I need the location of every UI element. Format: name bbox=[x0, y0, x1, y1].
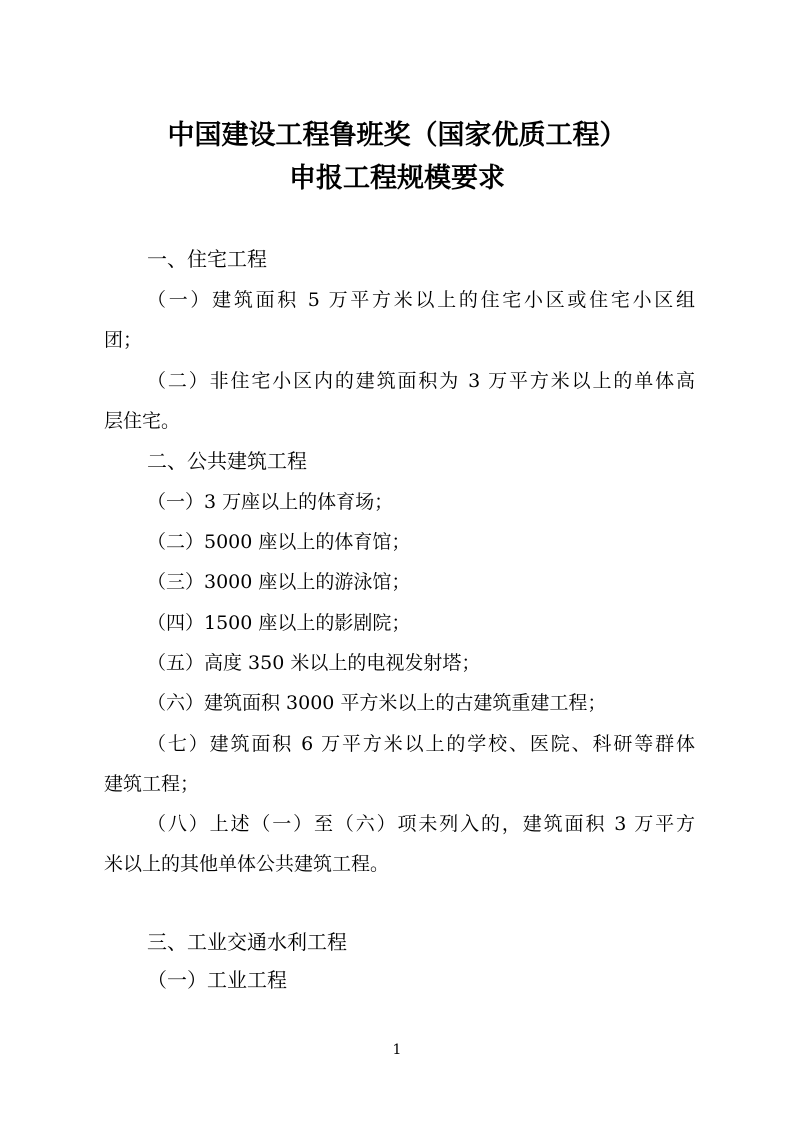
residential-item-1-line-1: （一）建筑面积 5 万平方米以上的住宅小区或住宅小区组 bbox=[147, 289, 695, 311]
section-heading-industrial-transport-water: 三、工业交通水利工程 bbox=[147, 930, 347, 954]
page-number: 1 bbox=[392, 1042, 402, 1058]
public-building-item-4: （四）1500 座以上的影剧院； bbox=[147, 612, 411, 634]
document-title-line-2: 申报工程规模要求 bbox=[289, 163, 505, 194]
section-heading-residential: 一、住宅工程 bbox=[147, 247, 267, 271]
residential-item-1-line-2: 团； bbox=[104, 329, 143, 351]
public-building-item-3: （三）3000 座以上的游泳馆； bbox=[147, 571, 411, 593]
public-building-item-5: （五）高度 350 米以上的电视发射塔； bbox=[147, 652, 481, 674]
public-building-item-7-line-1: （七）建筑面积 6 万平方米以上的学校、医院、科研等群体 bbox=[147, 733, 695, 755]
public-building-item-7-line-2: 建筑工程； bbox=[104, 773, 200, 795]
section-heading-public-buildings: 二、公共建筑工程 bbox=[147, 449, 307, 473]
residential-item-2-line-1: （二）非住宅小区内的建筑面积为 3 万平方米以上的单体高 bbox=[147, 370, 695, 392]
public-building-item-8-line-1: （八）上述（一）至（六）项未列入的，建筑面积 3 万平方 bbox=[147, 813, 695, 835]
public-building-item-6: （六）建筑面积 3000 平方米以上的古建筑重建工程； bbox=[147, 692, 607, 714]
residential-item-2-line-2: 层住宅。 bbox=[104, 410, 181, 432]
public-building-item-2: （二）5000 座以上的体育馆； bbox=[147, 531, 411, 553]
document-title-line-1: 中国建设工程鲁班奖（国家优质工程） bbox=[167, 120, 627, 151]
public-building-item-1: （一）3 万座以上的体育场； bbox=[147, 491, 394, 513]
industrial-engineering-subheading: （一）工业工程 bbox=[147, 968, 287, 992]
public-building-item-8-line-2: 米以上的其他单体公共建筑工程。 bbox=[104, 853, 390, 875]
